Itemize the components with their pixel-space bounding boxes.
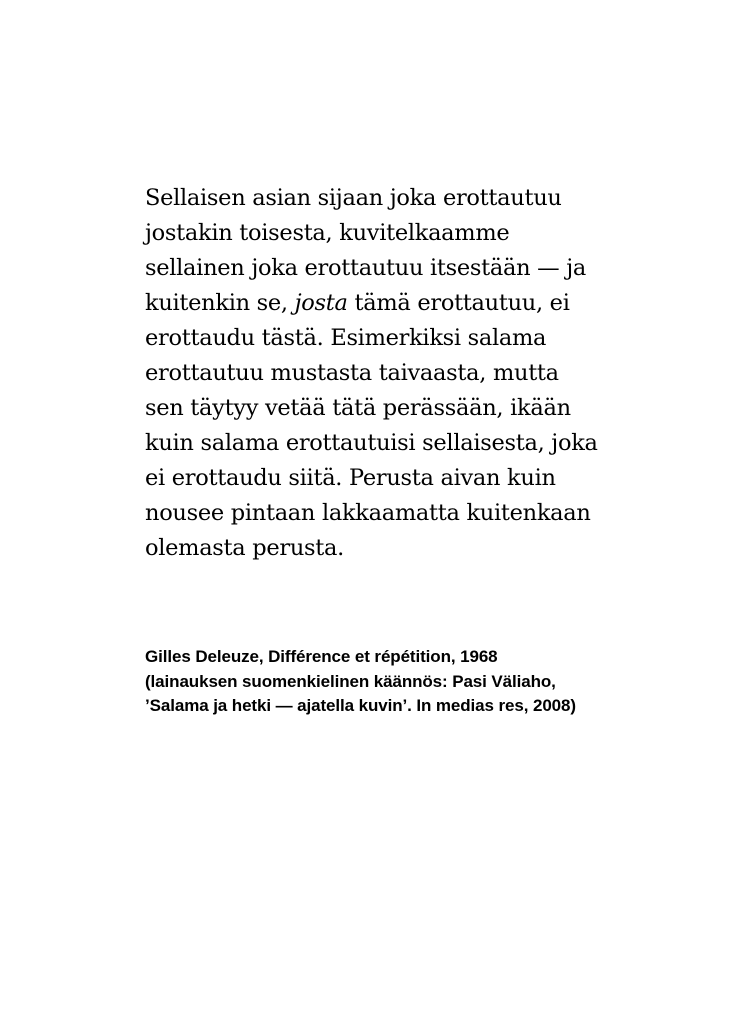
quote-line: kuin salama erottautuisi sellaisesta, joka bbox=[145, 430, 598, 456]
citation-line-author-title: Gilles Deleuze, Différence et répétition, 1968 bbox=[145, 647, 498, 666]
quote-line: erottautuu mustasta taivaasta, mutta bbox=[145, 360, 559, 386]
quote-line-text: tämä erottautuu, ei bbox=[347, 290, 570, 316]
quote-line-emphasis: josta bbox=[294, 290, 348, 316]
quote-paragraph bbox=[145, 181, 615, 566]
citation-line-translation: (lainauksen suomenkielinen käännös: Pasi Väliaho, bbox=[145, 671, 556, 691]
citation-line-source: ’Salama ja hetki — ajatella kuvin’. In medias res, 2008) bbox=[145, 696, 576, 715]
quote-line: sen täytyy vetää tätä perässään, ikään bbox=[145, 395, 571, 421]
quote-line: jostakin toisesta, kuvitelkaamme bbox=[145, 220, 510, 246]
quote-line: sellainen joka erottautuu itsestään — ja bbox=[145, 255, 587, 281]
quote-line: Sellaisen asian sijaan joka erottautuu bbox=[145, 185, 562, 211]
quote-line: nousee pintaan lakkaamatta kuitenkaan bbox=[145, 500, 591, 526]
quote-line: erottaudu tästä. Esimerkiksi salama bbox=[145, 325, 547, 351]
citation-block bbox=[145, 645, 615, 719]
quote-line: olemasta perusta. bbox=[145, 535, 344, 561]
quote-line-text: kuitenkin se, bbox=[145, 290, 295, 316]
quote-line bbox=[145, 286, 615, 321]
quote-line: ei erottaudu siitä. Perusta aivan kuin bbox=[145, 465, 556, 491]
